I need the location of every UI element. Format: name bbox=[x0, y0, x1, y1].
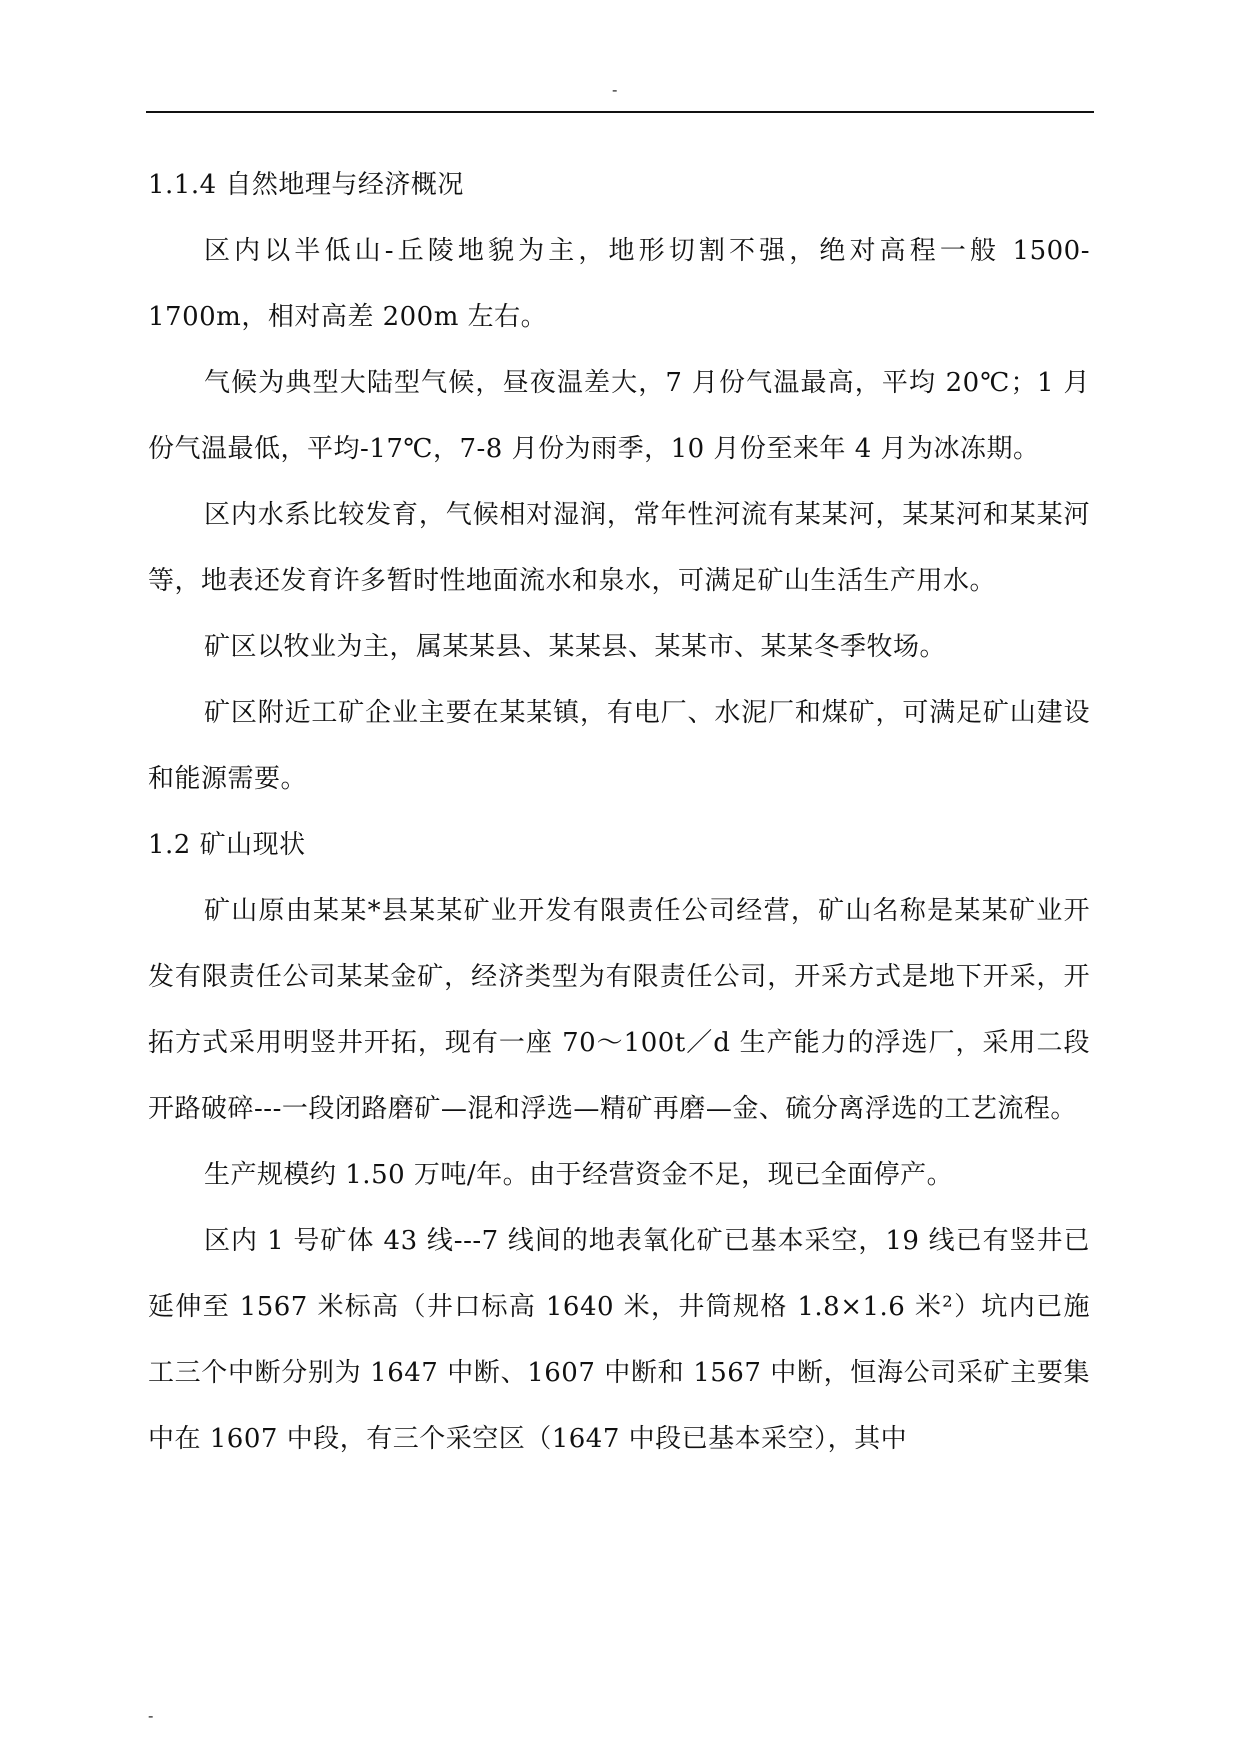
document-body bbox=[148, 152, 1090, 1472]
paragraph-ore-body: 区内 1 号矿体 43 线---7 线间的地表氧化矿已基本采空，19 线已有竖井已延伸至 1567 米标高（井口标高 1640 米，井筒规格 1.8×1.6 米²）坑内已施工三个中断分别为 1647 中断、1607 中断和 1567 中断，恒海公司采矿主要集中在 1607 中段，有三个采空区（1647 中段已基本采空），其中 bbox=[148, 1226, 1090, 1454]
paragraph-climate: 气候为典型大陆型气候，昼夜温差大，7 月份气温最高，平均 20℃；1 月份气温最低，平均-17℃，7-8 月份为雨季，10 月份至来年 4 月为冰冻期。 bbox=[148, 368, 1090, 464]
header-rule bbox=[146, 111, 1094, 113]
paragraph-mine-operation: 矿山原由某某*县某某矿业开发有限责任公司经营，矿山名称是某某矿业开发有限责任公司某某金矿，经济类型为有限责任公司，开采方式是地下开采，开拓方式采用明竖井开拓，现有一座 70～100t／d 生产能力的浮选厂，采用二段开路破碎---一段闭路磨矿—混和浮选—精矿再磨—金、硫分离浮选的工艺流程。 bbox=[148, 896, 1090, 1124]
paragraph-water-system: 区内水系比较发育，气候相对湿润，常年性河流有某某河，某某河和某某河等，地表还发育许多暂时性地面流水和泉水，可满足矿山生活生产用水。 bbox=[148, 500, 1090, 596]
footer-mark: - bbox=[148, 1706, 154, 1725]
paragraph-industry: 矿区附近工矿企业主要在某某镇，有电厂、水泥厂和煤矿，可满足矿山建设和能源需要。 bbox=[148, 698, 1090, 794]
paragraph-pastoral: 矿区以牧业为主，属某某县、某某县、某某市、某某冬季牧场。 bbox=[204, 632, 947, 662]
section-heading-1-1-4: 1.1.4 自然地理与经济概况 bbox=[148, 170, 464, 200]
header-mark: - bbox=[612, 80, 618, 99]
paragraph-production-scale: 生产规模约 1.50 万吨/年。由于经营资金不足，现已全面停产。 bbox=[204, 1160, 954, 1190]
section-heading-1-2: 1.2 矿山现状 bbox=[148, 830, 306, 860]
paragraph-terrain: 区内以半低山-丘陵地貌为主，地形切割不强，绝对高程一般 1500-1700m，相对高差 200m 左右。 bbox=[148, 236, 1090, 332]
